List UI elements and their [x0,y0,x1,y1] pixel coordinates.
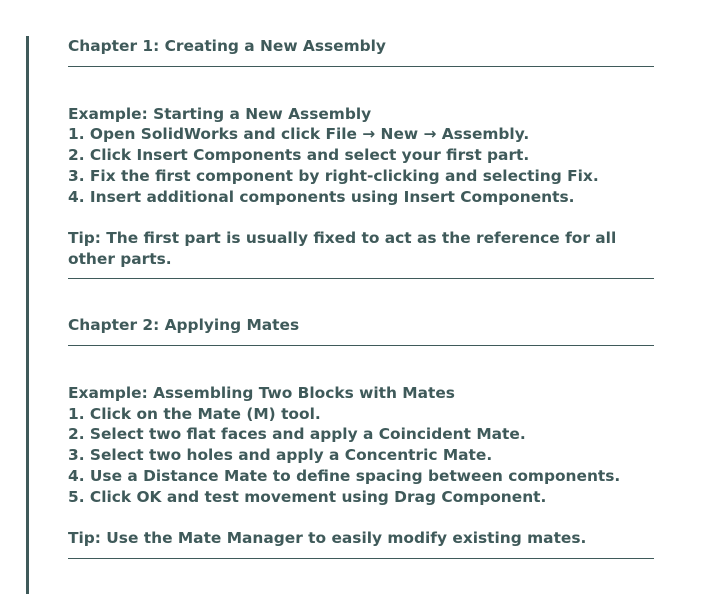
step-item: 3. Fix the first component by right-clicking and selecting Fix. [68,166,599,185]
chapter-2 [68,315,654,558]
step-item: 1. Click on the Mate (M) tool. [68,404,321,423]
chapter-end-divider [68,558,654,559]
step-item: 5. Click OK and test movement using Drag Component. [68,487,547,506]
tip-text: Tip: Use the Mate Manager to easily modify existing mates. [68,528,587,547]
chapter-title: Chapter 1: Creating a New Assembly [68,37,386,55]
example-title: Example: Starting a New Assembly [68,104,372,123]
step-item: 4. Use a Distance Mate to define spacing between components. [68,466,621,485]
step-item: 4. Insert additional components using Insert Components. [68,187,575,206]
example-title: Example: Assembling Two Blocks with Mates [68,384,455,403]
chapter-1 [68,36,654,279]
document-content [68,36,654,559]
step-item: 1. Open SolidWorks and click File → New → Assembly. [68,125,530,144]
step-item: 2. Select two flat faces and apply a Coincident Mate. [68,425,526,444]
step-item: 2. Click Insert Components and select your first part. [68,146,530,165]
step-item: 3. Select two holes and apply a Concentric Mate. [68,446,493,465]
tip-text: Tip: The first part is usually fixed to act as the reference for all other parts. [68,228,617,268]
chapter-title: Chapter 2: Applying Mates [68,316,300,335]
left-margin-rule [26,36,29,594]
